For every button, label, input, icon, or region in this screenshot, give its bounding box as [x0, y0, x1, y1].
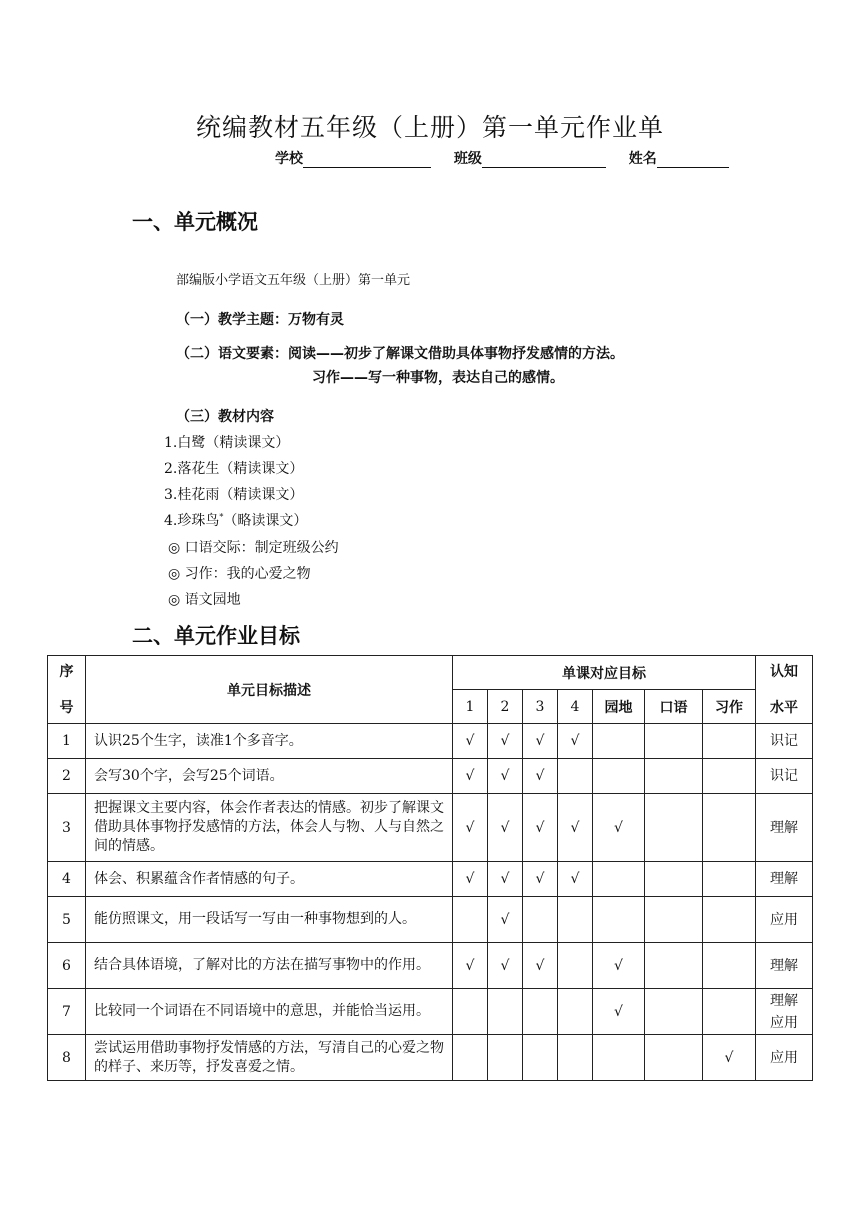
list-item: 2.落花生（精读课文）	[164, 461, 304, 477]
empty-cell	[453, 897, 488, 943]
empty-cell	[558, 943, 593, 989]
empty-cell	[645, 724, 703, 759]
empty-cell	[645, 897, 703, 943]
empty-cell	[488, 1035, 523, 1081]
row-level: 理解	[756, 794, 813, 862]
empty-cell	[703, 759, 756, 794]
list-item-label: 4.珍珠鸟	[164, 513, 220, 529]
header-description: 单元目标描述	[86, 656, 453, 724]
empty-cell	[593, 897, 645, 943]
row-number: 6	[48, 943, 86, 989]
header-lesson-col: 3	[523, 690, 558, 724]
empty-cell	[593, 862, 645, 897]
empty-cell	[558, 759, 593, 794]
check-mark: √	[453, 862, 488, 897]
list-item-4	[164, 510, 307, 530]
header-lesson-col: 4	[558, 690, 593, 724]
row-description: 结合具体语境，了解对比的方法在描写事物中的作用。	[86, 943, 453, 989]
row-number: 7	[48, 989, 86, 1035]
check-mark: √	[523, 794, 558, 862]
check-mark: √	[593, 943, 645, 989]
header-lesson-col: 2	[488, 690, 523, 724]
row-description: 比较同一个词语在不同语境中的意思，并能恰当运用。	[86, 989, 453, 1035]
row-level: 理解	[756, 943, 813, 989]
empty-cell	[488, 989, 523, 1035]
list-item: ◎ 语文园地	[168, 592, 241, 608]
header-number-line2: 号	[59, 699, 74, 716]
table-row	[48, 794, 813, 862]
row-number: 3	[48, 794, 86, 862]
empty-cell	[645, 1035, 703, 1081]
optional-mark: *	[219, 512, 224, 522]
section2-heading: 二、单元作业目标	[132, 624, 300, 648]
name-label: 姓名	[628, 151, 657, 167]
empty-cell	[593, 1035, 645, 1081]
empty-cell	[645, 759, 703, 794]
row-description: 会写30个字，会写25个词语。	[86, 759, 453, 794]
empty-cell	[703, 724, 756, 759]
check-mark: √	[488, 724, 523, 759]
row-level: 理解 应用	[756, 989, 813, 1035]
goals-body	[48, 724, 813, 1081]
language-elements-line1: （二）语文要素：阅读——初步了解课文借助具体事物抒发感情的方法。	[176, 346, 624, 362]
empty-cell	[558, 897, 593, 943]
list-item: ◎ 习作：我的心爱之物	[168, 566, 311, 582]
check-mark: √	[453, 724, 488, 759]
table-row	[48, 759, 813, 794]
empty-cell	[593, 724, 645, 759]
row-description: 把握课文主要内容，体会作者表达的情感。初步了解课文借助具体事物抒发感情的方法，体会人与物、人与自然之间的情感。	[86, 794, 453, 862]
class-field[interactable]	[482, 153, 606, 168]
row-description: 体会、积累蕴含作者情感的句子。	[86, 862, 453, 897]
language-elements-line2: 习作——写一种事物，表达自己的感情。	[312, 370, 564, 386]
header-lessons: 单课对应目标	[453, 656, 756, 690]
empty-cell	[645, 862, 703, 897]
row-number: 5	[48, 897, 86, 943]
table-row	[48, 862, 813, 897]
row-level: 理解	[756, 862, 813, 897]
empty-cell	[645, 794, 703, 862]
check-mark: √	[488, 759, 523, 794]
teaching-theme: （一）教学主题：万物有灵	[176, 312, 344, 328]
empty-cell	[558, 989, 593, 1035]
empty-cell	[703, 794, 756, 862]
check-mark: √	[558, 794, 593, 862]
empty-cell	[523, 1035, 558, 1081]
empty-cell	[703, 989, 756, 1035]
table-row	[48, 1035, 813, 1081]
check-mark: √	[488, 794, 523, 862]
empty-cell	[453, 989, 488, 1035]
empty-cell	[523, 897, 558, 943]
header-level	[756, 656, 813, 724]
row-number: 4	[48, 862, 86, 897]
check-mark: √	[523, 862, 558, 897]
row-level: 识记	[756, 759, 813, 794]
list-item: 3.桂花雨（精读课文）	[164, 487, 304, 503]
content-heading: （三）教材内容	[176, 409, 274, 425]
check-mark: √	[558, 724, 593, 759]
header-lesson-col: 园地	[593, 690, 645, 724]
check-mark: √	[453, 943, 488, 989]
name-field[interactable]	[657, 153, 729, 168]
school-field[interactable]	[303, 153, 431, 168]
table-row	[48, 989, 813, 1035]
list-item-suffix: （略读课文）	[223, 513, 308, 529]
check-mark: √	[593, 989, 645, 1035]
check-mark: √	[453, 759, 488, 794]
header-level-line1: 认知	[770, 663, 799, 680]
row-level: 识记	[756, 724, 813, 759]
row-number: 8	[48, 1035, 86, 1081]
table-row	[48, 724, 813, 759]
empty-cell	[593, 759, 645, 794]
check-mark: √	[558, 862, 593, 897]
check-mark: √	[488, 862, 523, 897]
header-level-line2: 水平	[770, 699, 799, 716]
row-level: 应用	[756, 897, 813, 943]
unit-lead: 部编版小学语文五年级（上册）第一单元	[176, 273, 411, 288]
row-level: 应用	[756, 1035, 813, 1081]
row-description: 认识25个生字，读准1个多音字。	[86, 724, 453, 759]
empty-cell	[558, 1035, 593, 1081]
row-number: 2	[48, 759, 86, 794]
header-lesson-col: 习作	[703, 690, 756, 724]
list-item: 1.白鹭（精读课文）	[164, 435, 290, 451]
empty-cell	[703, 862, 756, 897]
empty-cell	[523, 989, 558, 1035]
page-title: 统编教材五年级（上册）第一单元作业单	[195, 113, 664, 142]
row-description: 尝试运用借助事物抒发情感的方法，写清自己的心爱之物的样子、来历等，抒发喜爱之情。	[86, 1035, 453, 1081]
empty-cell	[645, 989, 703, 1035]
section1-heading: 一、单元概况	[132, 210, 258, 234]
check-mark: √	[523, 759, 558, 794]
row-number: 1	[48, 724, 86, 759]
check-mark: √	[523, 943, 558, 989]
empty-cell	[645, 943, 703, 989]
table-row	[48, 943, 813, 989]
check-mark: √	[593, 794, 645, 862]
row-description: 能仿照课文，用一段话写一写由一种事物想到的人。	[86, 897, 453, 943]
table-row	[48, 897, 813, 943]
check-mark: √	[488, 897, 523, 943]
check-mark: √	[523, 724, 558, 759]
check-mark: √	[703, 1035, 756, 1081]
class-label: 班级	[453, 151, 482, 167]
school-label: 学校	[275, 151, 303, 167]
check-mark: √	[488, 943, 523, 989]
student-info-row	[275, 148, 729, 168]
check-mark: √	[453, 794, 488, 862]
empty-cell	[703, 897, 756, 943]
empty-cell	[453, 1035, 488, 1081]
header-lesson-col: 口语	[645, 690, 703, 724]
header-number	[48, 656, 86, 724]
header-number-line1: 序	[59, 663, 74, 680]
header-lesson-col: 1	[453, 690, 488, 724]
goals-table	[47, 655, 813, 1081]
empty-cell	[703, 943, 756, 989]
list-item: ◎ 口语交际：制定班级公约	[168, 540, 339, 556]
